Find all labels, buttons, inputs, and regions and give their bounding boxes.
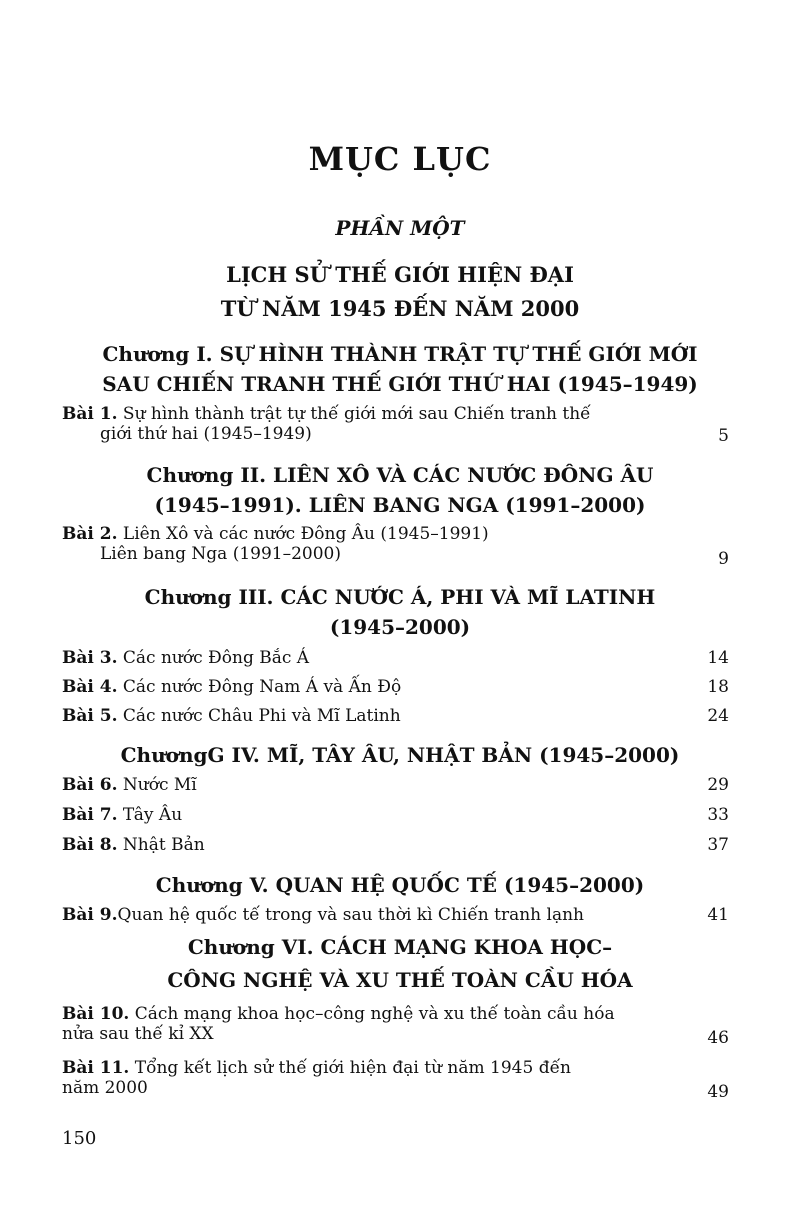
entry-page-number: 5	[718, 426, 729, 446]
toc-entry-bai-6	[62, 775, 732, 795]
entry-page-number: 14	[707, 648, 729, 668]
entry-number: Bài 11.	[62, 1058, 130, 1078]
part-title-line-2: TỪ NĂM 1945 ĐẾN NĂM 2000	[220, 296, 580, 321]
part-label: PHẦN MỘT	[335, 216, 465, 240]
chapter-4-heading: ChươngG IV. MĨ, TÂY ÂU, NHẬT BẢN (1945–2000)	[120, 743, 680, 767]
entry-page-number: 29	[707, 775, 729, 795]
entry-title-continued: năm 2000	[62, 1078, 148, 1099]
entry-page-number: 18	[707, 677, 729, 697]
entry-number: Bài 8.	[62, 835, 118, 855]
entry-title-continued: Liên bang Nga (1991–2000)	[100, 544, 341, 565]
chapter-1-heading-line-1: Chương I. SỰ HÌNH THÀNH TRẬT TỰ THẾ GIỚI MỚI	[102, 342, 698, 366]
toc-entry-bai-8	[62, 835, 732, 855]
entry-number: Bài 6.	[62, 775, 118, 795]
entry-title: Quan hệ quốc tế trong và sau thời kì Chiến tranh lạnh	[117, 905, 585, 925]
toc-entry-bai-10	[62, 1004, 732, 1045]
toc-entry-bai-11	[62, 1058, 732, 1099]
entry-title-continued: giới thứ hai (1945–1949)	[100, 424, 312, 445]
entry-page-number: 9	[718, 549, 729, 569]
toc-entry-bai-2	[62, 524, 732, 565]
chapter-3-heading-line-2: (1945–2000)	[329, 615, 471, 639]
entry-number: Bài 4.	[62, 677, 118, 697]
entry-title: Các nước Đông Nam Á và Ấn Độ	[117, 677, 402, 697]
toc-entry-bai-7	[62, 805, 732, 825]
chapter-2-heading-line-2: (1945–1991). LIÊN BANG NGA (1991–2000)	[154, 493, 646, 517]
chapter-5-heading: Chương V. QUAN HỆ QUỐC TẾ (1945–2000)	[155, 873, 645, 897]
chapter-6-heading-line-1: Chương VI. CÁCH MẠNG KHOA HỌC–	[187, 935, 613, 959]
entry-title: Cách mạng khoa học–công nghệ và xu thế toàn cầu hóa	[129, 1004, 615, 1024]
toc-entry-bai-5	[62, 706, 732, 726]
page-title: MỤC LỤC	[308, 140, 492, 178]
entry-page-number: 33	[707, 805, 729, 825]
entry-number: Bài 10.	[62, 1004, 130, 1024]
toc-entry-bai-1	[62, 404, 732, 445]
toc-entry-bai-4	[62, 677, 732, 697]
toc-entry-bai-9	[62, 905, 732, 925]
entry-page-number: 46	[707, 1028, 729, 1048]
entry-number: Bài 1.	[62, 404, 118, 424]
entry-title: Nhật Bản	[117, 835, 205, 855]
chapter-6-heading-line-2: CÔNG NGHỆ VÀ XU THẾ TOÀN CẦU HÓA	[167, 968, 633, 992]
entry-title: Các nước Đông Bắc Á	[117, 648, 310, 668]
entry-title: Sự hình thành trật tự thế giới mới sau Chiến tranh thế	[117, 404, 591, 424]
entry-number: Bài 3.	[62, 648, 118, 668]
entry-number: Bài 7.	[62, 805, 118, 825]
entry-title: Tây Âu	[117, 805, 183, 825]
entry-number: Bài 2.	[62, 524, 118, 544]
page-number: 150	[62, 1128, 97, 1149]
toc-entry-bai-3	[62, 648, 732, 668]
entry-number: Bài 5.	[62, 706, 118, 726]
entry-page-number: 24	[707, 706, 729, 726]
entry-page-number: 49	[707, 1082, 729, 1102]
entry-page-number: 37	[707, 835, 729, 855]
entry-title: Tổng kết lịch sử thế giới hiện đại từ năm 1945 đến	[129, 1058, 571, 1078]
entry-title: Nước Mĩ	[117, 775, 197, 795]
entry-number: Bài 9.	[62, 905, 118, 925]
chapter-3-heading-line-1: Chương III. CÁC NƯỚC Á, PHI VÀ MĨ LATINH	[144, 585, 656, 609]
entry-title-continued: nửa sau thế kỉ XX	[62, 1024, 214, 1045]
part-title-line-1: LỊCH SỬ THẾ GIỚI HIỆN ĐẠI	[226, 262, 574, 287]
chapter-2-heading-line-1: Chương II. LIÊN XÔ VÀ CÁC NƯỚC ĐÔNG ÂU	[146, 463, 654, 487]
chapter-1-heading-line-2: SAU CHIẾN TRANH THẾ GIỚI THỨ HAI (1945–1949)	[102, 372, 698, 396]
entry-title: Các nước Châu Phi và Mĩ Latinh	[117, 706, 401, 726]
entry-page-number: 41	[707, 905, 729, 925]
entry-title: Liên Xô và các nước Đông Âu (1945–1991)	[117, 524, 489, 544]
